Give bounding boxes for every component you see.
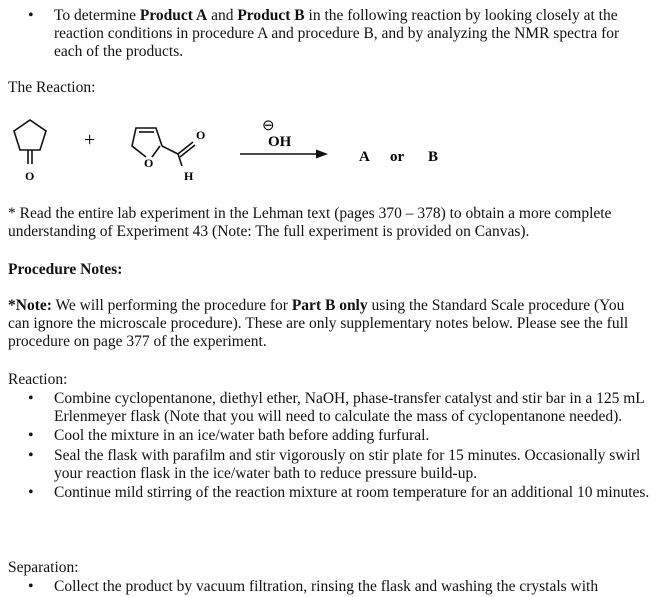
aldehyde-hydrogen: H — [184, 169, 194, 183]
ketone-oxygen: O — [25, 169, 35, 183]
reaction-steps-list — [0, 390, 650, 503]
product-b: B — [428, 149, 439, 165]
read-note: * Read the entire lab experiment in the Lehman text (pages 370 – 378) to obtain a more complete understanding of Experiment 43 (Note: The full experiment is provided on Canvas). — [8, 205, 612, 241]
hydroxide-reagent: OH — [268, 134, 292, 150]
note-paragraph: *Note: We will performing the procedure for Part B only using the Standard Scale procedure (You can ignore the microscale procedure). These are only supplementary notes below. Please see the full procedure on page 377 of the experiment. — [8, 297, 629, 351]
product-a-label: Product A — [139, 7, 208, 24]
reaction-step: • Continue mild stirring of the reaction mixture at room temperature for an additional 10 minutes. — [0, 484, 650, 502]
furfural-structure — [132, 128, 195, 166]
cyclopentanone-structure — [14, 120, 46, 164]
reaction-label: The Reaction: — [8, 79, 96, 96]
note-label: *Note: — [8, 297, 52, 314]
intro-item: • To determine Product A and Product B in the following reaction by looking closely at the reaction conditions in procedure A and procedure B, and by analyzing the NMR spectra for each of the products. — [0, 7, 650, 62]
procedure-heading: Procedure Notes: — [8, 261, 123, 278]
product-a: A — [359, 149, 370, 165]
product-b-label: Product B — [237, 7, 305, 24]
separation-steps-list — [0, 578, 650, 597]
or-text: or — [390, 149, 405, 165]
reaction-step: • Seal the flask with parafilm and stir vigorously on stir plate for 15 minutes. Occasionally swirl your reaction flask in the ice/water bath to reduce pressure build-up. — [0, 447, 650, 483]
note-emphasis: Part B only — [291, 297, 368, 314]
hydroxide-charge: ⊖ — [262, 118, 275, 134]
separation-step: • Collect the product by vacuum filtration, rinsing the flask and washing the crystals with — [0, 578, 650, 596]
aldehyde-oxygen: O — [196, 128, 206, 142]
ring-oxygen: O — [144, 156, 154, 170]
reaction-step: • Cool the mixture in an ice/water bath before adding furfural. — [0, 427, 650, 445]
arrow-head — [316, 150, 328, 159]
reaction-scheme — [0, 108, 668, 188]
plus-sign: + — [84, 129, 96, 151]
reaction-heading: Reaction: — [8, 371, 68, 388]
separation-heading: Separation: — [8, 559, 79, 576]
reaction-step: • Combine cyclopentanone, diethyl ether, NaOH, phase-transfer catalyst and stir bar in a 125 mL Erlenmeyer flask (Note that you will need to calculate the mass of cyclopentanone needed). — [0, 390, 650, 426]
intro-list — [0, 7, 650, 63]
